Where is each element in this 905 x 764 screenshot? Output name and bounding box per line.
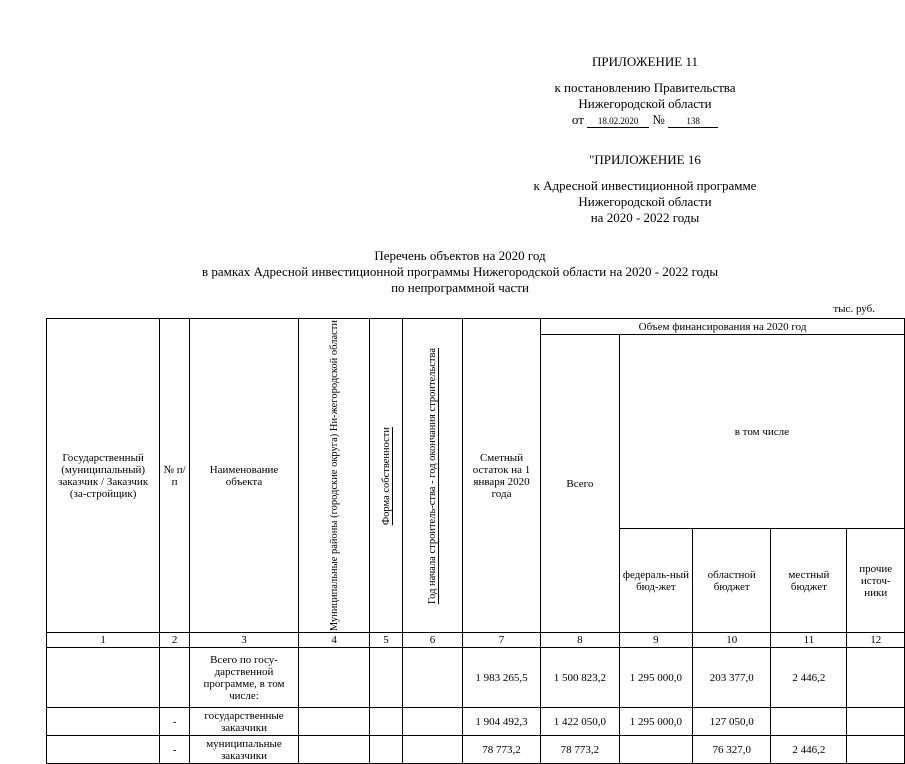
document-title <box>120 248 800 296</box>
header-years: Год начала строитель-ства - год окончания строительства <box>426 347 438 604</box>
appendix-16-line-1: к Адресной инвестиционной программе <box>533 178 757 193</box>
cell-other <box>847 708 905 736</box>
cell-regional: 127 050,0 <box>693 708 771 736</box>
decree-number: 138 <box>668 116 718 128</box>
cell-total: 1 422 050,0 <box>541 708 620 736</box>
appendix-line-1: к постановлению Правительства <box>554 80 736 95</box>
cell-balance: 1 983 265,5 <box>462 648 540 708</box>
cell-total: 78 773,2 <box>541 736 620 764</box>
header-balance: Сметный остаток на 1 января 2020 года <box>462 319 540 633</box>
column-number-row <box>47 633 905 648</box>
column-number: 10 <box>693 633 771 648</box>
cell-federal: 1 295 000,0 <box>619 648 692 708</box>
cell-customer <box>47 708 160 736</box>
cell-name: муниципальные заказчики <box>189 736 298 764</box>
header-financing: Объем финансирования на 2020 год <box>541 319 905 335</box>
financing-table <box>46 318 905 764</box>
cell-ownership <box>370 708 403 736</box>
cell-years <box>402 648 462 708</box>
appendix-16-line-2: Нижегородской области <box>578 194 712 209</box>
header-local: местный бюджет <box>771 529 847 633</box>
header-including: в том числе <box>619 335 904 529</box>
header-other: прочие источ-ники <box>847 529 905 633</box>
cell-np: - <box>160 736 190 764</box>
appendix-16-header <box>500 152 790 226</box>
cell-regional: 203 377,0 <box>693 648 771 708</box>
column-number: 6 <box>402 633 462 648</box>
column-number: 5 <box>370 633 403 648</box>
header-ownership-cell <box>370 319 403 633</box>
column-number: 7 <box>462 633 540 648</box>
cell-np: - <box>160 708 190 736</box>
column-number: 3 <box>189 633 298 648</box>
column-number: 4 <box>299 633 370 648</box>
cell-balance: 1 904 492,3 <box>462 708 540 736</box>
number-label: № <box>652 112 665 127</box>
header-regional: областной бюджет <box>693 529 771 633</box>
cell-federal <box>619 736 692 764</box>
appendix-11-header <box>500 54 790 128</box>
appendix-number: ПРИЛОЖЕНИЕ 11 <box>592 54 698 69</box>
header-name: Наименование объекта <box>189 319 298 633</box>
header-districts-cell <box>299 319 370 633</box>
header-districts: Муниципальные районы (городские округа) Ни-жегородской области <box>328 320 340 632</box>
cell-local: 2 446,2 <box>771 736 847 764</box>
table-row <box>47 648 905 708</box>
title-line-3: по непрограммной части <box>391 280 529 295</box>
cell-ownership <box>370 648 403 708</box>
cell-balance: 78 773,2 <box>462 736 540 764</box>
cell-district <box>299 736 370 764</box>
header-years-cell <box>402 319 462 633</box>
units-label: тыс. руб. <box>833 303 875 315</box>
column-number: 11 <box>771 633 847 648</box>
cell-customer <box>47 648 160 708</box>
cell-total: 1 500 823,2 <box>541 648 620 708</box>
cell-district <box>299 708 370 736</box>
cell-federal: 1 295 000,0 <box>619 708 692 736</box>
table-row <box>47 708 905 736</box>
cell-np <box>160 648 190 708</box>
title-line-1: Перечень объектов на 2020 год <box>374 248 546 263</box>
cell-ownership <box>370 736 403 764</box>
cell-local <box>771 708 847 736</box>
cell-district <box>299 648 370 708</box>
column-number: 8 <box>541 633 620 648</box>
appendix-16-line-3: на 2020 - 2022 годы <box>590 210 700 225</box>
appendix-date-line <box>500 112 790 128</box>
cell-years <box>402 736 462 764</box>
appendix-16-number: "ПРИЛОЖЕНИЕ 16 <box>589 152 701 167</box>
column-number: 1 <box>47 633 160 648</box>
header-federal: федераль-ный бюд-жет <box>619 529 692 633</box>
cell-name: государственные заказчики <box>189 708 298 736</box>
column-number: 2 <box>160 633 190 648</box>
title-line-2: в рамках Адресной инвестиционной программы Нижегородской области на 2020 - 2022 годы <box>201 264 719 279</box>
table-row <box>47 736 905 764</box>
cell-local: 2 446,2 <box>771 648 847 708</box>
cell-years <box>402 708 462 736</box>
header-total: Всего <box>541 335 620 633</box>
header-np: № п/п <box>160 319 190 633</box>
cell-customer <box>47 736 160 764</box>
decree-date: 18.02.2020 <box>587 116 649 128</box>
cell-other <box>847 736 905 764</box>
column-number: 12 <box>847 633 905 648</box>
header-customer: Государственный (муниципальный) заказчик / Заказчик (за-стройщик) <box>47 319 160 633</box>
cell-other <box>847 648 905 708</box>
header-ownership: Форма собственности <box>380 426 392 525</box>
cell-name: Всего по госу-дарственной программе, в том числе: <box>189 648 298 708</box>
cell-regional: 76 327,0 <box>693 736 771 764</box>
from-label: от <box>571 112 584 127</box>
appendix-line-2: Нижегородской области <box>578 96 712 111</box>
column-number: 9 <box>619 633 692 648</box>
